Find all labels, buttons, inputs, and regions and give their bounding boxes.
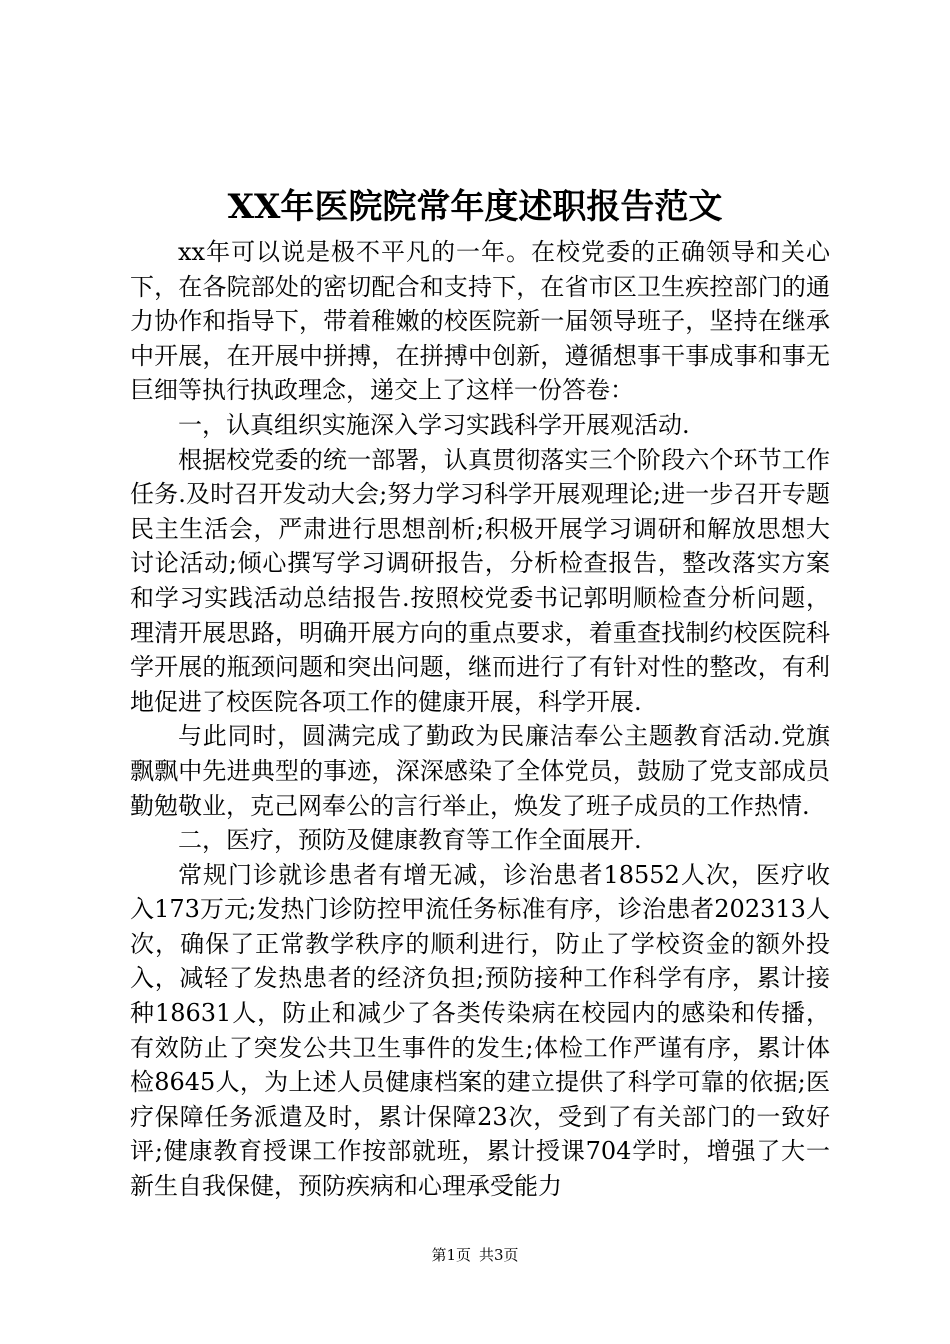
paragraph-intro: xx年可以说是极不平凡的一年。在校党委的正确领导和关心下，在各院部处的密切配合和支持下，在省市区卫生疾控部门的通力协作和指导下，带着稚嫩的校医院新一届领导班子，坚持在继承中开展，在开展中拼搏，在拼搏中创新，遵循想事干事成事和事无巨细等执行执政理念，递交上了这样一份答卷： <box>130 238 830 405</box>
document-title: XX年医院院常年度述职报告范文 <box>227 187 723 227</box>
paragraph-medical-work: 常规门诊就诊患者有增无减，诊治患者18552人次，医疗收入173万元;发热门诊防控甲流任务标准有序，诊治患者202313人次，确保了正常教学秩序的顺利进行，防止了学校资金的额外投入，减轻了发热患者的经济负担;预防接种工作科学有序，累计接种18631人，防止和减少了各类传染病在校园内的感染和传播，有效防止了突发公共卫生事件的发生;体检工作严谨有序，累计体检8645人，为上述人员健康档案的建立提供了科学可靠的依据;医疗保障任务派遣及时，累计保障23次，受到了有关部门的一致好评;健康教育授课工作按部就班，累计授课704学时，增强了大一新生自我保健，预防疾病和心理承受能力 <box>130 860 830 1201</box>
paragraph-study-activity: 根据校党委的统一部署，认真贯彻落实三个阶段六个环节工作任务.及时召开发动大会;努力学习科学开展观理论;进一步召开专题民主生活会，严肃进行思想剖析;积极开展学习调研和解放思想大讨论活动;倾心撰写学习调研报告，分析检查报告，整改落实方案和学习实践活动总结报告.按照校党委书记郭明顺检查分析问题，理清开展思路，明确开展方向的重点要求，着重查找制约校医院科学开展的瓶颈问题和突出问题，继而进行了有针对性的整改，有利地促进了校医院各项工作的健康开展，科学开展. <box>130 445 830 716</box>
page-number: 第1页 <box>431 1246 471 1264</box>
paragraph-education-activity: 与此同时，圆满完成了勤政为民廉洁奉公主题教育活动.党旗飘飘中先进典型的事迹，深深感染了全体党员，鼓励了党支部成员勤勉敬业，克己网奉公的言行举止，焕发了班子成员的工作热情. <box>130 722 830 820</box>
section-heading-2: 二，医疗，预防及健康教育等工作全面展开. <box>178 826 642 855</box>
document-body <box>130 235 830 1204</box>
page-footer <box>0 1245 950 1265</box>
section-heading-1: 一，认真组织实施深入学习实践科学开展观活动. <box>178 410 690 439</box>
page-total: 共3页 <box>479 1246 519 1264</box>
